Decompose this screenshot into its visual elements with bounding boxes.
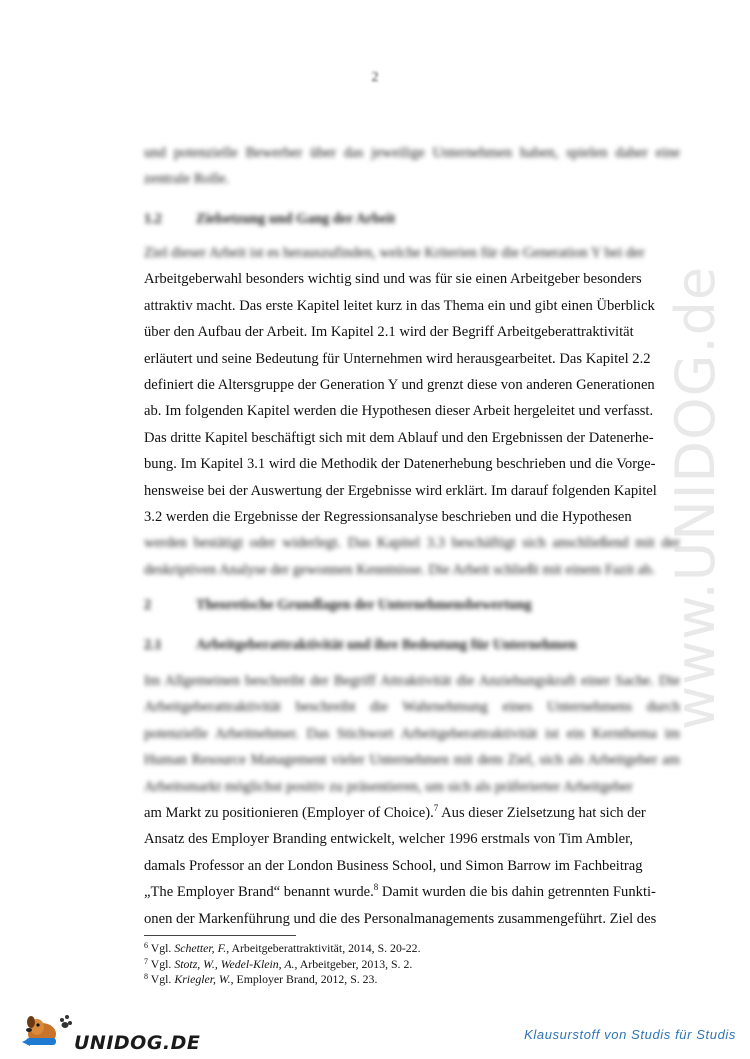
intro-line: 3.2 werden die Ergebnisse der Regressionsanalyse beschrieben und die Hypothesen	[144, 509, 632, 526]
section-title: Theoretische Grundlagen der Unternehmensbewertung	[196, 597, 532, 613]
section-number: 1.2	[144, 211, 162, 227]
intro-line: Das dritte Kapitel beschäftigt sich mit dem Ablauf und den Ergebnissen der Datenerhe-	[144, 429, 654, 446]
body-blurred-text: Im Allgemeinen beschreibt der Begriff Attraktivität die Anziehungskraft einer Sache. Die Arbeitgeberattraktivität beschreibt die Wahrnehmung eines Unternehmens durch potenzielle Arbeitnehmer. Das Stichwort Arbeitgeberattraktivität ist ein Kernthema im Human Resource Management vieler Unternehmen mit dem Ziel, sich als Arbeitgeber am Arbeitsmarkt möglichst positiv zu präsentieren, um sich als präferierter Arbeitgeber	[144, 673, 680, 795]
footnote-ref: 7	[433, 803, 439, 814]
section-heading-2-1	[144, 637, 680, 654]
intro-paragraph	[144, 240, 680, 583]
intro-blurred-end: werden bestätigt oder widerlegt. Das Kapitel 3.3 beschäftigt sich anschließend mit der deskriptiven Analyse der gewonnen Kenntnisse. Die Arbeit schließt mit einem Fazit ab.	[144, 535, 680, 578]
intro-line: erläutert und seine Bedeutung für Unternehmen wird herausgearbeitet. Das Kapitel 2.2	[144, 350, 651, 367]
dog-icon	[18, 1010, 74, 1048]
body-line: Ansatz des Employer Branding entwickelt, welcher 1996 erstmals von Tim Ambler,	[144, 831, 634, 848]
body-line: „The Employer Brand“ benannt wurde.$^8$ Damit wurden die bis dahin getrennten Funkti-	[144, 882, 656, 901]
intro-line: definiert die Altersgruppe der Generation Y und grenzt diese von anderen Generationen	[144, 377, 655, 394]
blurred-top-paragraph: und potenzielle Bewerber über das jeweilige Unternehmen haben, spielen daher eine zentrale Rolle.	[144, 145, 680, 188]
footnote-divider	[144, 935, 296, 936]
watermark: www.UNIDOG.de	[664, 265, 727, 730]
intro-line: über den Aufbau der Arbeit. Im Kapitel 2.1 wird der Begriff Arbeitgeberattraktivität	[144, 324, 634, 341]
unidog-logo[interactable]	[18, 1010, 201, 1054]
body-line: onen der Markenführung und die des Personalmanagements zusammengeführt. Ziel des	[144, 910, 657, 927]
footnote-ref: 8	[373, 882, 379, 893]
intro-line: ab. Im folgenden Kapitel werden die Hypothesen dieser Arbeit hergeleitet und verfasst.	[144, 403, 654, 420]
intro-line: bung. Im Kapitel 3.1 wird die Methodik der Datenerhebung beschrieben und die Vorge-	[144, 456, 656, 473]
body-line: am Markt zu positionieren (Employer of Choice).$^7$ Aus dieser Zielsetzung hat sich der	[144, 803, 646, 822]
footnote: $^8$ Vgl. Kriegler, W., Employer Brand, 2012, S. 23.	[144, 972, 378, 987]
intro-line: Arbeitgeberwahl besonders wichtig sind und was für sie einen Arbeitgeber besonders	[144, 271, 642, 288]
footnotes	[144, 941, 680, 988]
tagline: Klausurstoff von Studis für Studis	[524, 1027, 736, 1042]
page-number: 2	[371, 70, 379, 85]
footnote: $^6$ Vgl. Schetter, F., Arbeitgeberattraktivität, 2014, S. 20-22.	[144, 941, 421, 955]
intro-line: hensweise bei der Auswertung der Ergebnisse wird erklärt. Im darauf folgenden Kapitel	[144, 482, 657, 499]
section-number: 2.1	[144, 637, 162, 653]
body-line: damals Professor an der London Business School, und Simon Barrow im Fachbeitrag	[144, 857, 643, 874]
section-title: Zielsetzung und Gang der Arbeit	[196, 211, 396, 227]
intro-line: attraktiv macht. Das erste Kapitel leitet kurz in das Thema ein und gibt einen Überblick	[144, 297, 655, 314]
logo-text: UNIDOG.DE	[74, 1032, 201, 1054]
section-heading-2	[144, 597, 680, 614]
body-paragraph	[144, 668, 680, 932]
section-title: Arbeitgeberattraktivität und ihre Bedeutung für Unternehmen	[196, 637, 577, 653]
section-number: 2	[144, 597, 152, 613]
footnote: $^7$ Vgl. Stotz, W., Wedel-Klein, A., Arbeitgeber, 2013, S. 2.	[144, 956, 413, 971]
intro-blurred-line: Ziel dieser Arbeit ist es herauszufinden, welche Kriterien für die Generation Y bei der	[144, 245, 645, 261]
section-heading-1-2	[144, 211, 680, 228]
